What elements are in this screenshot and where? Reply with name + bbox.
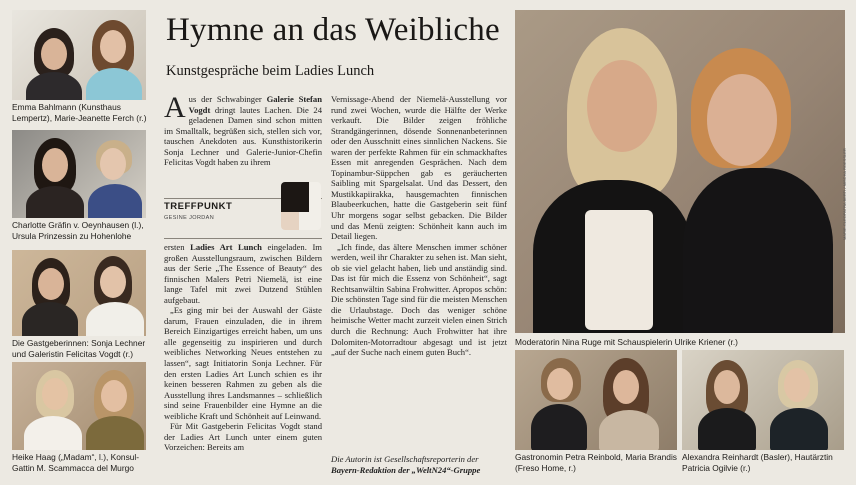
article-column-1-top: Aus der Schwabinger Galerie Stefan Vogdt dringt lautes Lachen. Die 24 geladenen Damen sind schon mitten im Smalltalk, begrüßen sich, stellen sich vor, tauschen Anekdoten aus. Kunsthistorikerin Sonja Lechner und Galerie-Junior-Chefin Felicitas Vogdt haben zu ihrem	[164, 91, 322, 168]
photo-credit: MARIE-CLEOPATRA BERTI / MISCHA ROESSLER	[842, 148, 847, 240]
caption-7: Alexandra Reinhardt (Basler), Hautärztin Patricia Ogilvie (r.)	[682, 452, 833, 473]
column-label: TREFFPUNKT	[164, 201, 233, 212]
photo-ruge-kriener	[515, 10, 845, 333]
caption-1: Emma Bahlmann (Kunsthaus Lempertz), Marie-Jeanette Ferch (r.)	[12, 102, 147, 123]
photo-haag-scammacca	[12, 362, 146, 450]
author-note: Die Autorin ist Gesellschaftsreporterin der Bayern-Redaktion der „WeltN24“-Gruppe	[331, 454, 481, 475]
caption-6: Gastronomin Petra Reinbold, Maria Brandis (Freso Home, r.)	[515, 452, 677, 473]
column-divider-bottom	[164, 238, 322, 239]
photo-bahlmann-ferch	[12, 10, 146, 100]
photo-reinhardt-ogilvie	[682, 350, 844, 450]
photo-reinbold-brandis	[515, 350, 677, 450]
article-column-2: Vernissage-Abend der Niemelä-Ausstellung vor rund zwei Wochen, wurde die Hälfte der Werke verkauft. Die Bilder zeigen fröhliche Strandgängerinnen, dösende Sonnenanbeterinnen oder den Ausschnitt eines sinnlichen Nackens. Sie waren der perfekte Rahmen für ein schmackhaftes Essen mit anregenden Gesprächen. Nach dem Topinambur-Süppchen gab es geräucherten Saibling mit Spargelsalat. Und das Dessert, den Mustikkapiirakka, hausgemachten finnischen Blaubeerkuchen, hatte die Gastgeberin seit fünf Uhr morgens sogar selbst gebacken. Die Bilder und das Menü zeigten: Schönheit kann auch im Detail liegen. „Ich finde, das ältere Menschen immer schöner werden, weil ihr Charakter zu sehen ist. Man sieht, ob sie viel gelacht haben, lieb und anständig sind. Das ist für mich die Essenz von Schönheit“, sagt Rechtsanwältin Sabina Frohwitter. Apropos schön: Die schönsten Tage sind für die meisten Menschen die Urlaubstage. Doch das weniger schöne heimische Wetter macht zurzeit vielen einen Strich durch die Rechnung: Auch Frohwitter hat ihre Dolomiten-Motorradtour abgesagt und ist jetzt „auf der Suche nach einem guten Buch“.	[331, 94, 507, 358]
dropcap: A	[164, 91, 186, 124]
caption-2: Charlotte Gräfin v. Oeynhausen (l.), Ursula Prinzessin zu Hohenlohe	[12, 220, 144, 241]
subhead: Kunstgespräche beim Ladies Lunch	[166, 63, 375, 79]
caption-3: Die Gastgeberinnen: Sonja Lechner und Galeristin Felicitas Vogdt (r.)	[12, 338, 146, 359]
article-column-1-bottom: ersten Ladies Art Lunch eingeladen. Im großen Ausstellungsraum, zwischen Bildern aus der Serie „The Essence of Beauty“ des finnischen Malers Petri Niemelä, ist eine lange Tafel mit zwei Dutzend Stühlen aufgebaut. „Es ging mir bei der Auswahl der Gäste darum, Frauen einzuladen, die in ihrem Bereich Einzigartiges erreicht haben, um uns alle gegenseitig zu inspirieren und durch weibliches Networking Neues entstehen zu lassen“, sagt Initiatorin Sonja Lechner. Für den ersten Ladies Art Lunch schien es ihr keinen besseren Rahmen zu geben als die Ausstellung ihres Landsmannes – schließlich sind seine Frauenbilder eine Hymne an die weibliche Kraft und Schönheit auf Leinwand. Für Mit Gastgeberin Felicitas Vogdt stand der Ladies Art Lunch unter einem guten Vorzeichen: Bereits am	[164, 242, 322, 453]
author-portrait	[281, 182, 321, 230]
headline: Hymne an das Weibliche	[166, 12, 500, 48]
photo-lechner-vogdt	[12, 250, 146, 336]
caption-5: Moderatorin Nina Ruge mit Schauspielerin Ulrike Kriener (r.)	[515, 337, 738, 347]
column-author: GESINE JORDAN	[164, 215, 215, 221]
caption-4: Heike Haag („Madam“, l.), Konsul-Gattin M. Scammacca del Murgo	[12, 452, 140, 473]
photo-oeynhausen-hohenlohe	[12, 130, 146, 218]
